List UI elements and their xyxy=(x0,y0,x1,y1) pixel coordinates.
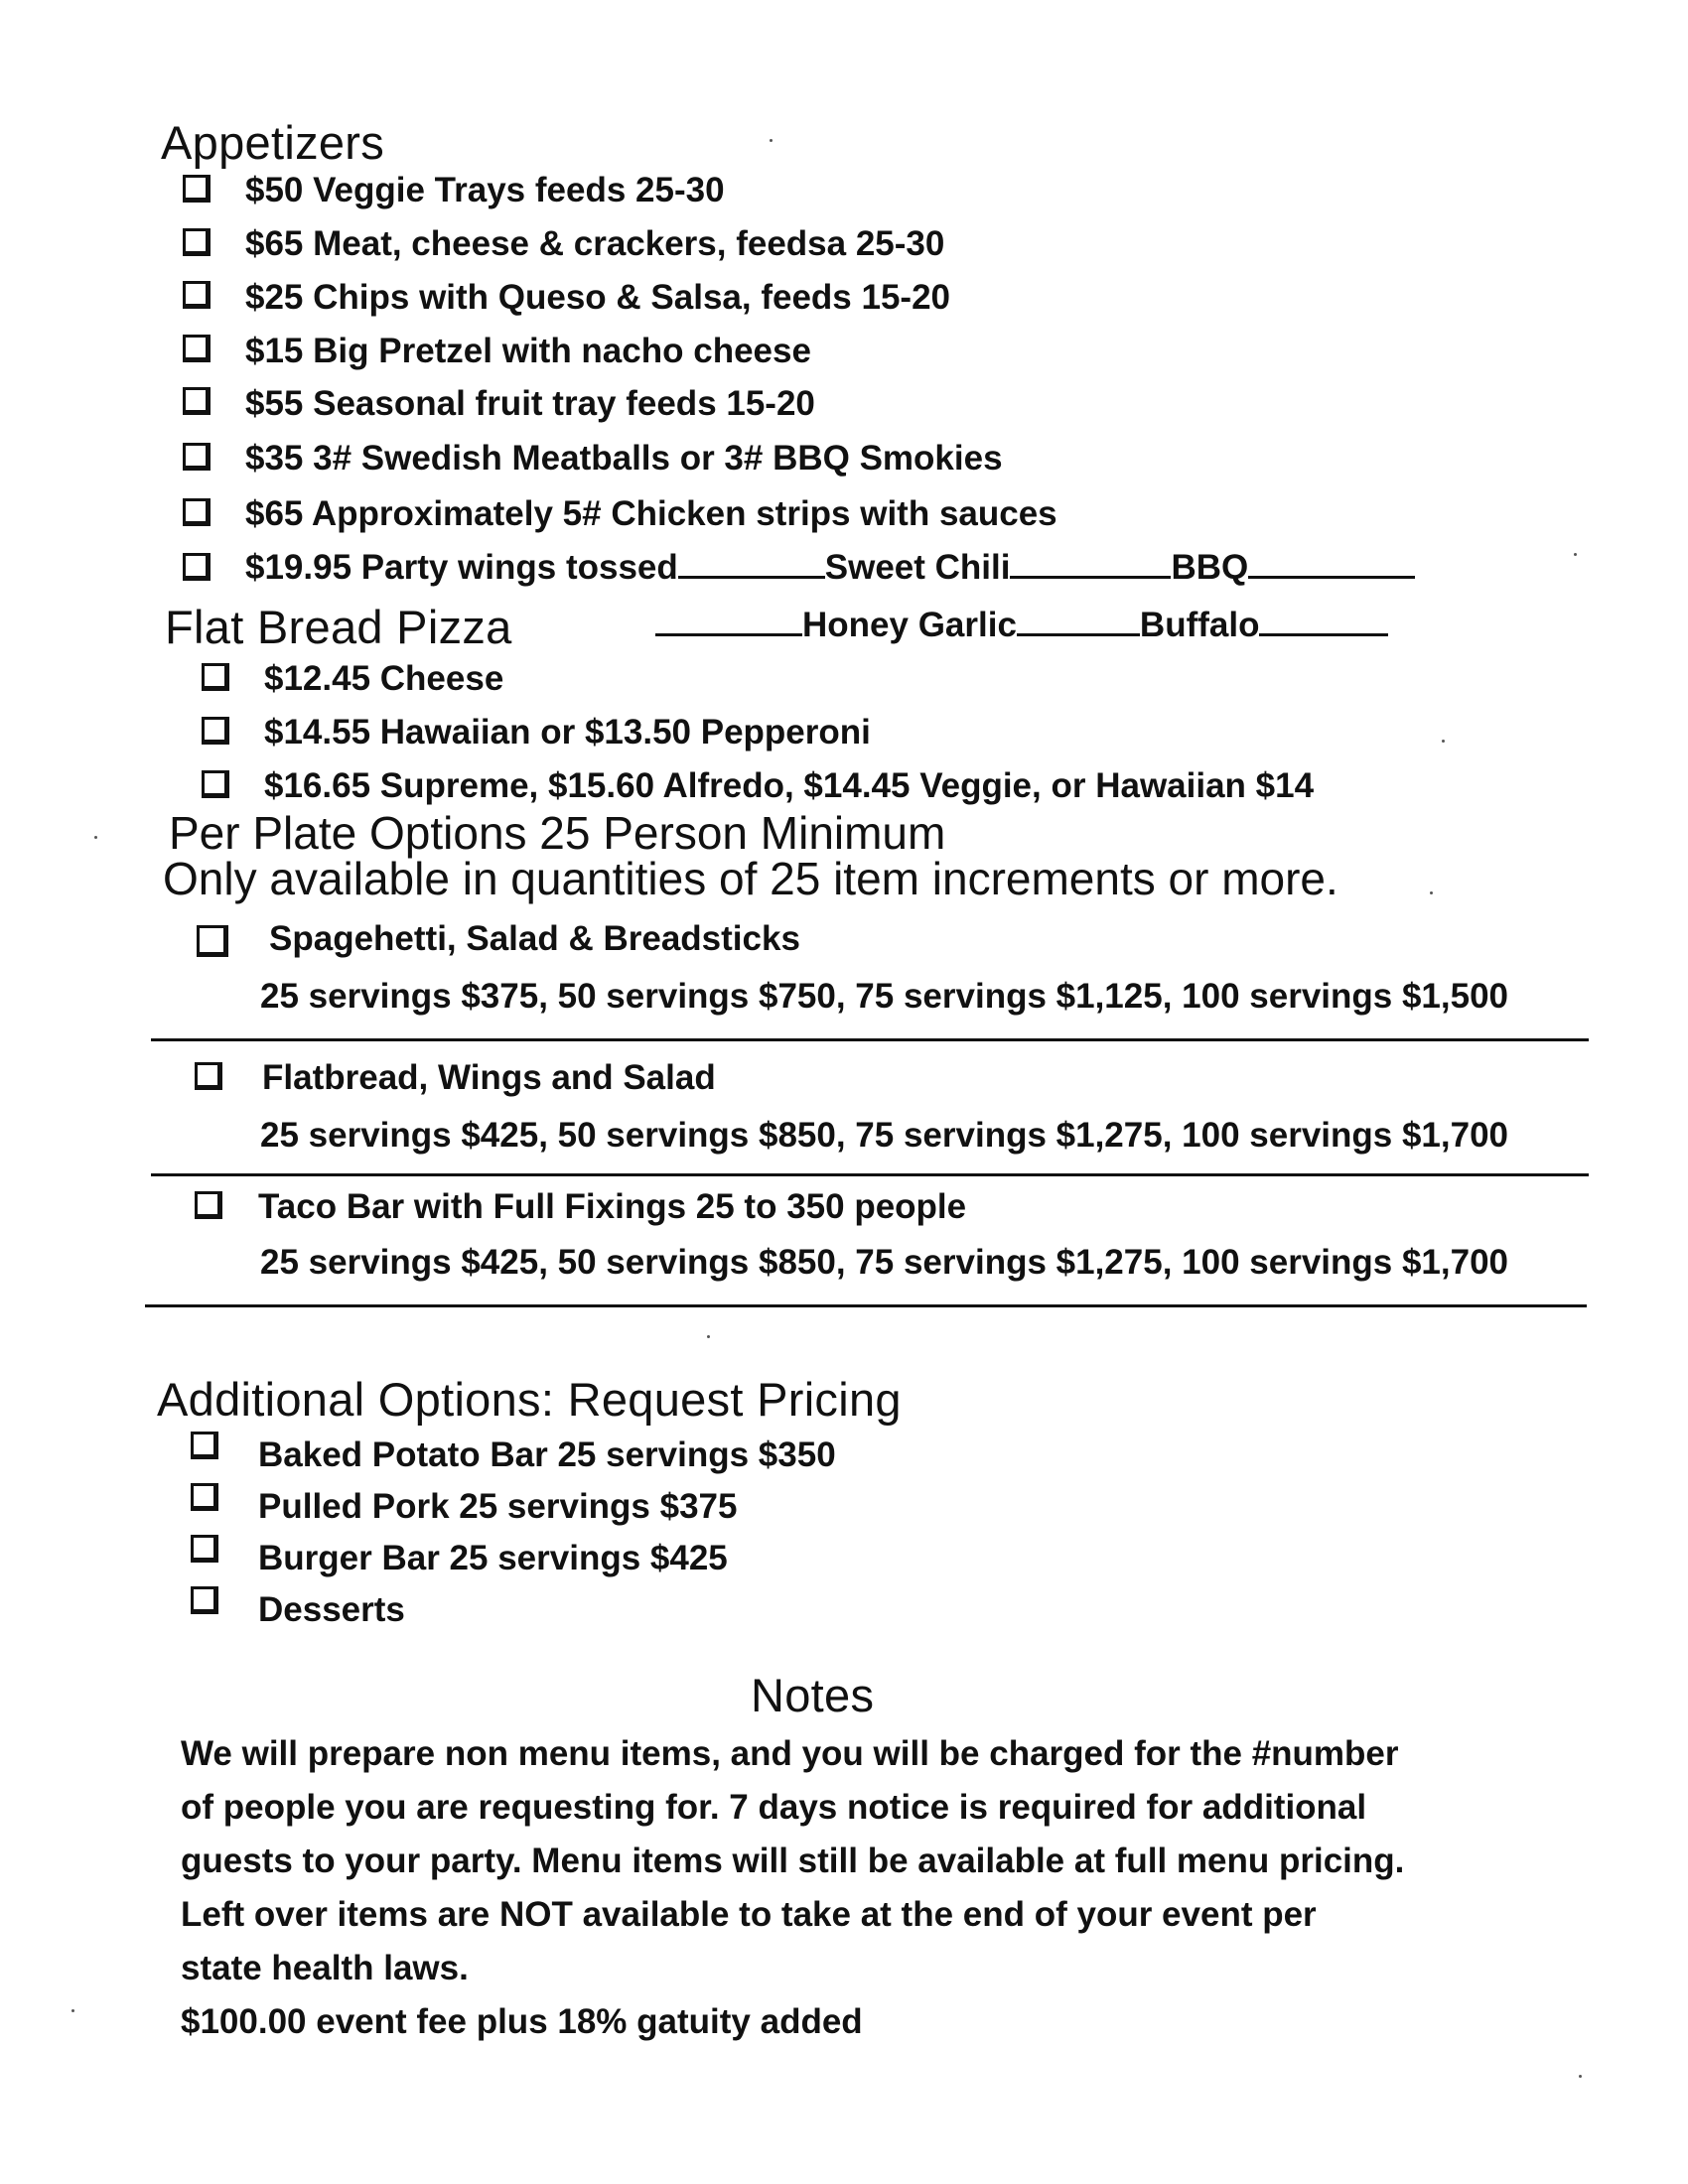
per-plate-option-pricing: 25 servings $425, 50 servings $850, 75 servings $1,275, 100 servings $1,700 xyxy=(260,1243,1509,1282)
appetizer-checkbox[interactable] xyxy=(183,228,211,256)
notes-line: guests to your party. Menu items will still be available at full menu pricing. xyxy=(181,1842,1405,1880)
scan-speck xyxy=(1579,2075,1582,2078)
flatbread-item: $14.55 Hawaiian or $13.50 Pepperoni xyxy=(264,713,871,751)
per-plate-checkbox[interactable] xyxy=(195,1191,222,1219)
appetizer-item: $15 Big Pretzel with nacho cheese xyxy=(245,332,811,370)
per-plate-title: Per Plate Options 25 Person Minimum xyxy=(169,807,946,859)
additional-checkbox[interactable] xyxy=(191,1432,218,1459)
appetizer-checkbox[interactable] xyxy=(183,443,211,471)
sauce-blank[interactable] xyxy=(1259,632,1388,636)
sauce-sweet-chili: Sweet Chili xyxy=(824,548,1011,587)
appetizer-checkbox[interactable] xyxy=(183,175,211,203)
per-plate-option-pricing: 25 servings $425, 50 servings $850, 75 servings $1,275, 100 servings $1,700 xyxy=(260,1116,1509,1155)
flatbread-checkbox[interactable] xyxy=(202,770,229,798)
notes-line: $100.00 event fee plus 18% gatuity added xyxy=(181,2002,863,2041)
appetizer-checkbox[interactable] xyxy=(183,498,211,526)
scan-speck xyxy=(94,836,97,839)
sauce-blank[interactable] xyxy=(1017,632,1140,636)
per-plate-checkbox[interactable] xyxy=(197,925,228,957)
per-plate-option-name: Flatbread, Wings and Salad xyxy=(262,1058,716,1097)
additional-title: Additional Options: Request Pricing xyxy=(157,1373,902,1426)
per-plate-option-name: Spagehetti, Salad & Breadsticks xyxy=(269,919,800,958)
appetizer-item: $65 Meat, cheese & crackers, feedsa 25-30 xyxy=(245,224,945,263)
additional-checkbox[interactable] xyxy=(191,1535,218,1563)
wings-label: $19.95 Party wings tossed xyxy=(245,548,678,587)
sauce-honey-garlic: Honey Garlic xyxy=(802,606,1017,644)
wings-checkbox[interactable] xyxy=(183,553,211,581)
divider xyxy=(151,1173,1589,1176)
per-plate-checkbox[interactable] xyxy=(195,1062,222,1090)
notes-line: We will prepare non menu items, and you will be charged for the #number xyxy=(181,1734,1399,1773)
notes-title: Notes xyxy=(751,1669,875,1721)
scan-speck xyxy=(1430,891,1433,894)
sauce-blank[interactable] xyxy=(655,632,802,636)
scan-speck xyxy=(71,2009,74,2012)
additional-checkbox[interactable] xyxy=(191,1586,218,1614)
scan-speck xyxy=(770,139,773,142)
appetizer-checkbox[interactable] xyxy=(183,335,211,362)
sauce-blank[interactable] xyxy=(1248,575,1415,579)
sauce-bbq: BBQ xyxy=(1171,548,1249,587)
additional-item: Desserts xyxy=(258,1590,405,1629)
scan-speck xyxy=(1574,553,1577,556)
sauce-blank[interactable] xyxy=(678,575,825,579)
appetizer-checkbox[interactable] xyxy=(183,281,211,309)
scan-speck xyxy=(1442,740,1445,743)
appetizer-item: $25 Chips with Queso & Salsa, feeds 15-20 xyxy=(245,278,950,317)
flatbread-item: $16.65 Supreme, $15.60 Alfredo, $14.45 Veggie, or Hawaiian $14 xyxy=(264,766,1315,805)
sauce-blank[interactable] xyxy=(1010,575,1171,579)
notes-line: state health laws. xyxy=(181,1949,469,1987)
scan-speck xyxy=(707,1335,710,1338)
per-plate-option-pricing: 25 servings $375, 50 servings $750, 75 servings $1,125, 100 servings $1,500 xyxy=(260,977,1509,1016)
sauce-buffalo: Buffalo xyxy=(1139,606,1260,644)
divider xyxy=(151,1038,1589,1041)
appetizers-title: Appetizers xyxy=(161,116,385,169)
flatbread-item: $12.45 Cheese xyxy=(264,659,504,698)
per-plate-option-name: Taco Bar with Full Fixings 25 to 350 people xyxy=(258,1187,967,1226)
appetizer-checkbox[interactable] xyxy=(183,387,211,415)
wings-line-2 xyxy=(655,606,1388,645)
additional-item: Burger Bar 25 servings $425 xyxy=(258,1539,728,1577)
flatbread-checkbox[interactable] xyxy=(202,717,229,745)
notes-line: Left over items are NOT available to take at the end of your event per xyxy=(181,1895,1317,1934)
wings-line xyxy=(245,548,1415,588)
divider xyxy=(145,1304,1587,1307)
additional-item: Pulled Pork 25 servings $375 xyxy=(258,1487,738,1526)
appetizer-item: $50 Veggie Trays feeds 25-30 xyxy=(245,171,725,209)
per-plate-subtitle: Only available in quantities of 25 item increments or more. xyxy=(163,853,1338,904)
additional-item: Baked Potato Bar 25 servings $350 xyxy=(258,1435,836,1474)
appetizer-item: $65 Approximately 5# Chicken strips with sauces xyxy=(245,494,1057,533)
notes-line: of people you are requesting for. 7 days notice is required for additional xyxy=(181,1788,1367,1827)
flatbread-title: Flat Bread Pizza xyxy=(165,601,512,653)
flatbread-checkbox[interactable] xyxy=(202,663,229,691)
appetizer-item: $35 3# Swedish Meatballs or 3# BBQ Smokies xyxy=(245,439,1003,478)
appetizer-item: $55 Seasonal fruit tray feeds 15-20 xyxy=(245,384,815,423)
additional-checkbox[interactable] xyxy=(191,1483,218,1511)
